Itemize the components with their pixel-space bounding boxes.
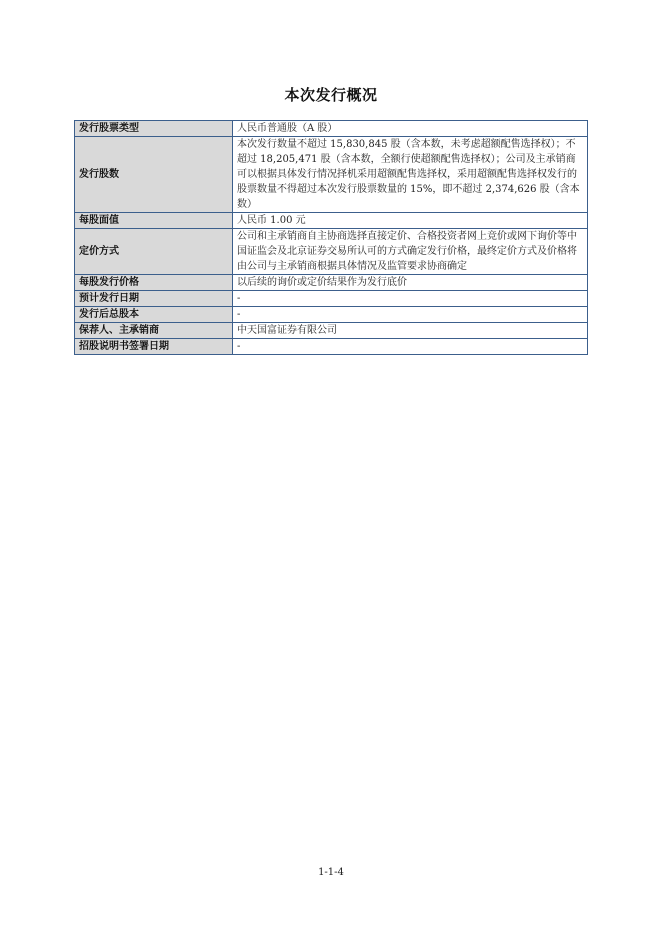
row-value: 人民币普通股（A 股）	[233, 121, 588, 137]
table-row-pricing-method	[75, 229, 588, 275]
row-value: 中天国富证券有限公司	[233, 323, 588, 339]
table-row-share-count	[75, 137, 588, 213]
row-value: -	[233, 339, 588, 355]
table-row-sponsor	[75, 323, 588, 339]
row-label: 发行后总股本	[75, 307, 233, 323]
row-label: 保荐人、主承销商	[75, 323, 233, 339]
row-value: 本次发行数量不超过 15,830,845 股（含本数，未考虑超额配售选择权）；不超过 18,205,471 股（含本数，全额行使超额配售选择权）；公司及主承销商可以根据具体发行情况择机采用超额配售选择权，采用超额配售选择权发行的股票数量不得超过本次发行股票数量的 15%，即不超过 2,374,626 股（含本数）	[233, 137, 588, 213]
table-row-signing-date	[75, 339, 588, 355]
row-label: 每股面值	[75, 213, 233, 229]
table-row-issue-price	[75, 275, 588, 291]
table-row-issue-date	[75, 291, 588, 307]
row-label: 预计发行日期	[75, 291, 233, 307]
row-value: 公司和主承销商自主协商选择直接定价、合格投资者网上竞价或网下询价等中国证监会及北京证券交易所认可的方式确定发行价格，最终定价方式及价格将由公司与主承销商根据具体情况及监管要求协商确定	[233, 229, 588, 275]
row-label: 定价方式	[75, 229, 233, 275]
table-row-stock-type	[75, 121, 588, 137]
page-number: 1-1-4	[318, 867, 344, 878]
row-label: 发行股票类型	[75, 121, 233, 137]
table-row-par-value	[75, 213, 588, 229]
row-label: 招股说明书签署日期	[75, 339, 233, 355]
offering-overview-table	[74, 120, 588, 355]
page-title: 本次发行概况	[284, 86, 378, 104]
row-label: 发行股数	[75, 137, 233, 213]
row-value: 人民币 1.00 元	[233, 213, 588, 229]
row-value: -	[233, 307, 588, 323]
row-label: 每股发行价格	[75, 275, 233, 291]
row-value: -	[233, 291, 588, 307]
table-row-total-shares	[75, 307, 588, 323]
row-value: 以后续的询价或定价结果作为发行底价	[233, 275, 588, 291]
